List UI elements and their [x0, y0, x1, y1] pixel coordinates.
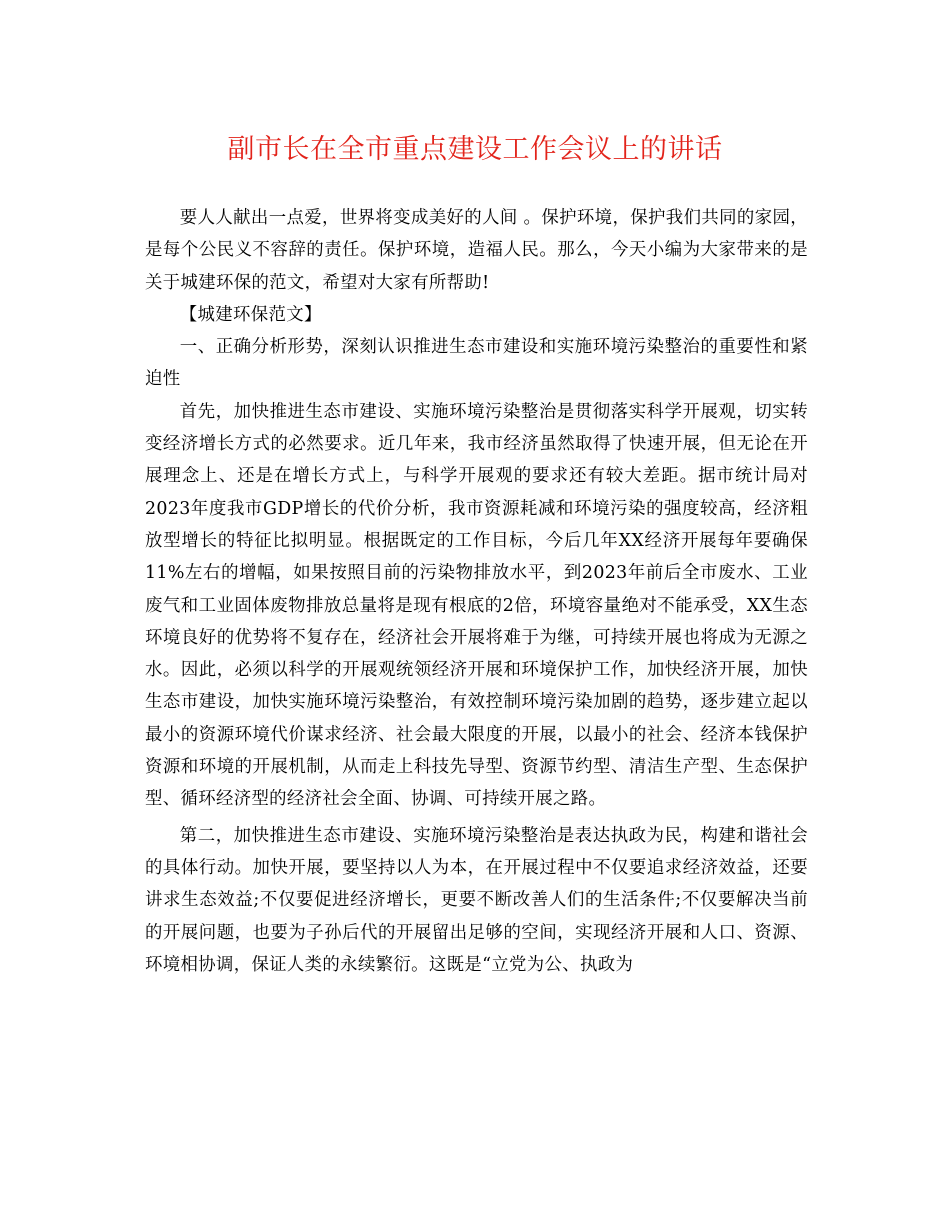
paragraph-second-point: 第二，加快推进生态市建设、实施环境污染整治是表达执政为民，构建和谐社会的具体行动。加快开展，要坚持以人为本，在开展过程中不仅要追求经济效益，还要讲求生态效益;不仅要促进经济增长，更要不断改善人们的生活条件;不仅要解决当前的开展问题，也要为子孙后代的开展留出足够的空间，实现经济开展和人口、资源、环境相协调，保证人类的永续繁衍。这既是“立党为公、执政为	[145, 825, 808, 975]
paragraph-section-heading: 【城建环保范文】	[179, 304, 322, 325]
paragraph-heading-one: 一、正确分析形势，深刻认识推进生态市建设和实施环境污染整治的重要性和紧迫性	[145, 337, 808, 390]
document-title: 副市长在全市重点建设工作会议上的讲话	[227, 134, 723, 165]
paragraph-intro: 要人人献出一点爱，世界将变成美好的人间 。保护环境，保护我们共同的家园，是每个公民义不容辞的责任。保护环境，造福人民。那么，今天小编为大家带来的是关于城建环保的范文，希望对大家有所帮助!	[145, 208, 808, 293]
paragraph-first-point: 首先，加快推进生态市建设、实施环境污染整治是贯彻落实科学开展观，切实转变经济增长方式的必然要求。近几年来，我市经济虽然取得了快速开展，但无论在开展理念上、还是在增长方式上，与科学开展观的要求还有较大差距。据市统计局对2023年度我市GDP增长的代价分析，我市资源耗减和环境污染的强度较高，经济粗放型增长的特征比拟明显。根据既定的工作目标，今后几年XX经济开展每年要确保11%左右的增幅，如果按照目前的污染物排放水平，到2023年前后全市废水、工业废气和工业固体废物排放总量将是现有根底的2倍，环境容量绝对不能承受，XX生态环境良好的优势将不复存在，经济社会开展将难于为继，可持续开展也将成为无源之水。因此，必须以科学的开展观统领经济开展和环境保护工作，加快经济开展，加快生态市建设，加快实施环境污染整治，有效控制环境污染加剧的趋势，逐步建立起以最小的资源环境代价谋求经济、社会最大限度的开展，以最小的社会、经济本钱保护资源和环境的开展机制，从而走上科技先导型、资源节约型、清洁生产型、生态保护型、循环经济型的经济社会全面、协调、可持续开展之路。	[145, 401, 808, 810]
document-body	[145, 202, 808, 981]
